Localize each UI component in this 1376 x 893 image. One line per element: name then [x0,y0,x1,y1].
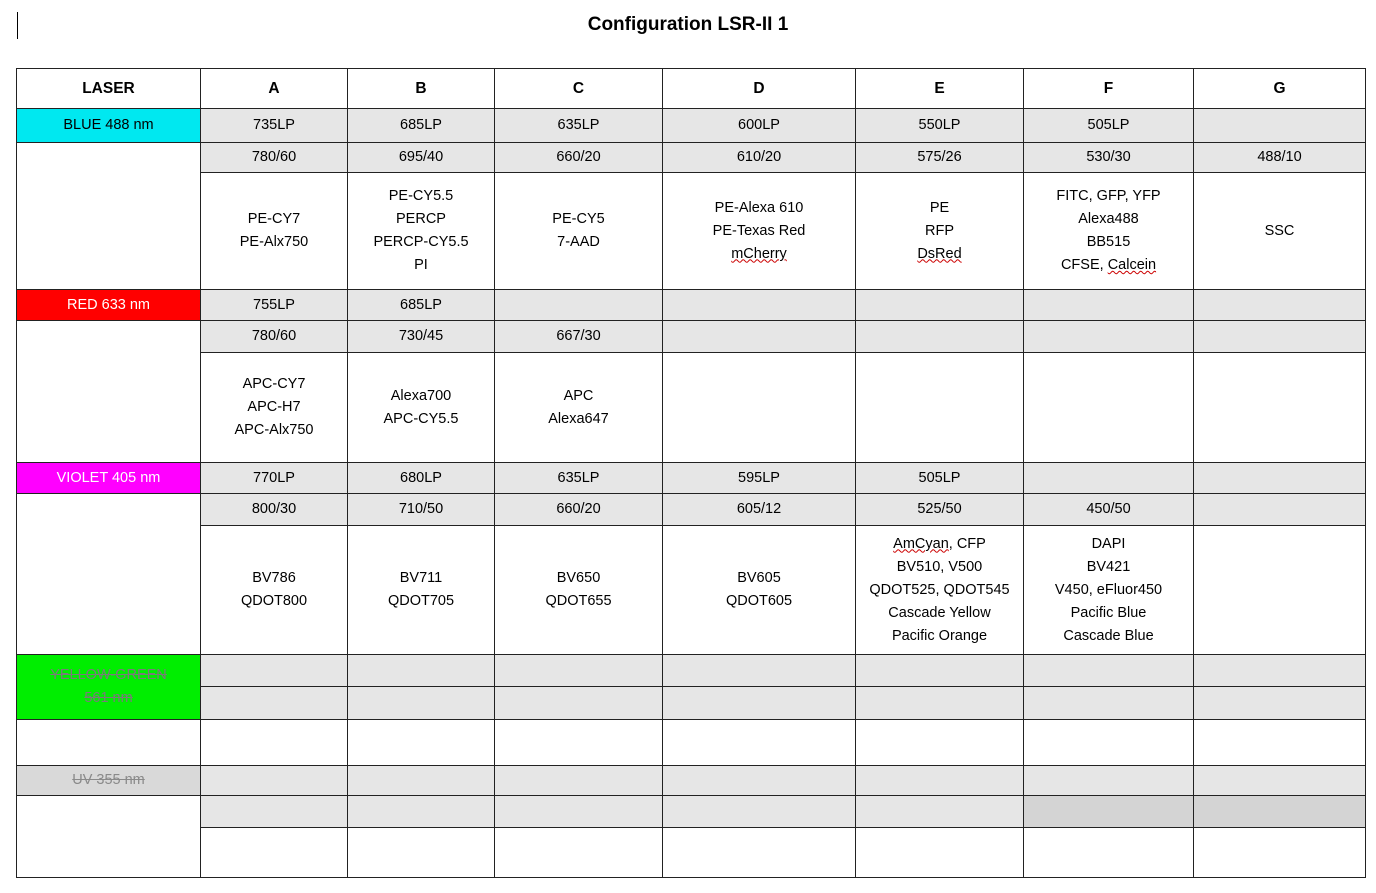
violet-bandpass-row [17,494,1366,526]
uv-lp-cell [348,766,495,796]
red-fluor-a [201,353,348,463]
violet-bp-e: 525/50 [856,494,1024,526]
fluorochrome-line: QDOT525, QDOT545 [869,581,1010,598]
uv-fluor-cell [348,828,495,878]
blue-lp-b: 685LP [348,109,495,143]
violet-lp-a: 770LP [201,463,348,494]
blue-bp-c: 660/20 [495,143,663,173]
fluorochrome-line: APC-Alx750 [234,422,314,438]
uv-fluor-cell [1194,828,1366,878]
uv-fluorochrome-row [17,828,1366,878]
yellow-green-longpass-row [17,655,1366,687]
header-a: A [201,69,348,109]
blue-fluor-b [348,173,495,290]
violet-fluorochrome-row [17,526,1366,655]
uv-lp-cell [201,766,348,796]
violet-fluor-d [663,526,856,655]
fluorochrome-line: PERCP [396,211,446,227]
uv-bp-cell [1194,796,1366,828]
uv-lp-cell [856,766,1024,796]
blue-fluor-a [201,173,348,290]
header-b: B [348,69,495,109]
red-bp-a: 780/60 [201,321,348,353]
uv-lp-cell [495,766,663,796]
violet-fluor-g [1194,526,1366,655]
fluorochrome-line: QDOT655 [545,593,612,609]
violet-lp-g [1194,463,1366,494]
uv-fluor-cell [1024,828,1194,878]
yellow-green-lp-cell [1024,655,1194,687]
blue-bp-f: 530/30 [1024,143,1194,173]
fluorochrome-line: PE-CY7 [247,211,301,227]
fluorochrome-line: V450, eFluor450 [1054,581,1163,598]
violet-fluor-b [348,526,495,655]
fluorochrome-line: APC-CY5.5 [383,410,459,427]
yellow-green-bp-cell [348,687,495,720]
yellow-green-bp-cell [856,687,1024,720]
red-lp-f [1024,290,1194,321]
fluorochrome-line: APC-CY7 [242,376,306,392]
yellow-green-lp-cell [663,655,856,687]
violet-fluor-c [495,526,663,655]
blue-bandpass-row [17,143,1366,173]
fluorochrome-line: Pacific Orange [891,627,988,644]
laser-label-uv: UV 355 nm [17,766,201,796]
fluorochrome-line: PERCP-CY5.5 [373,234,469,250]
header-d: D [663,69,856,109]
fluorochrome-line: BV786 [252,570,296,586]
red-bp-e [856,321,1024,353]
fluorochrome-line: PE-CY5.5 [388,188,454,204]
blue-fluor-f [1024,173,1194,290]
red-longpass-row [17,290,1366,321]
yellow-green-bp-cell [1194,687,1366,720]
blue-longpass-row [17,109,1366,143]
violet-bp-c: 660/20 [495,494,663,526]
violet-bp-a: 800/30 [201,494,348,526]
fluorochrome-line: Alexa700 [390,387,452,404]
uv-fluor-cell [201,828,348,878]
red-fluor-g [1194,353,1366,463]
blue-lp-f: 505LP [1024,109,1194,143]
laser-label-red: RED 633 nm [17,290,201,321]
fluorochrome-line: 7-AAD [557,234,600,250]
yellow-green-fluor-cell [856,720,1024,766]
laser-label-blank [17,143,201,290]
fluorochrome-line: BV421 [1086,558,1131,575]
violet-fluor-e [856,526,1024,655]
red-fluor-b [348,353,495,463]
yellow-green-fluor-cell [1024,720,1194,766]
violet-bp-g [1194,494,1366,526]
yellow-green-bandpass-row [17,687,1366,720]
uv-lp-cell [663,766,856,796]
red-lp-c [495,290,663,321]
yellow-green-fluor-cell [1194,720,1366,766]
red-lp-e [856,290,1024,321]
laser-label-blank [17,796,201,878]
fluorochrome-line: Alexa647 [548,410,609,427]
uv-longpass-row [17,766,1366,796]
document-title: Configuration LSR-II 1 [587,14,789,35]
uv-bp-cell [201,796,348,828]
fluorochrome-line: PE [929,199,950,216]
yellow-green-lp-cell [348,655,495,687]
laser-label-blank [17,494,201,655]
red-lp-d [663,290,856,321]
laser-label-blue: BLUE 488 nm [17,109,201,143]
fluorochrome-line: PE-Alexa 610 [714,199,804,216]
fluorochrome-line: FITC, GFP, YFP [1056,188,1161,204]
blue-bp-b: 695/40 [348,143,495,173]
fluorochrome-line: BV605 [737,570,781,586]
red-lp-a: 755LP [201,290,348,321]
violet-fluor-a [201,526,348,655]
blue-lp-a: 735LP [201,109,348,143]
fluorochrome-line: BV711 [399,570,443,586]
laser-configuration-table [16,68,1366,878]
blue-lp-d: 600LP [663,109,856,143]
uv-fluor-cell [663,828,856,878]
blue-fluor-g [1194,173,1366,290]
fluorochrome-line: APC [563,387,594,404]
violet-fluor-f [1024,526,1194,655]
fluorochrome-line: Cascade Yellow [888,604,991,621]
fluorochrome-line: PE-Alx750 [239,234,309,250]
header-e: E [856,69,1024,109]
red-bp-b: 730/45 [348,321,495,353]
red-fluorochrome-row [17,353,1366,463]
red-lp-b: 685LP [348,290,495,321]
blue-lp-e: 550LP [856,109,1024,143]
yellow-green-bp-cell [201,687,348,720]
uv-bp-cell [663,796,856,828]
violet-longpass-row [17,463,1366,494]
violet-lp-e: 505LP [856,463,1024,494]
blue-bp-e: 575/26 [856,143,1024,173]
fluorochrome-line: PI [414,257,428,273]
yellow-green-bp-cell [495,687,663,720]
yellow-green-label-line1: YELLOW-GREEN [50,667,167,683]
blue-bp-a: 780/60 [201,143,348,173]
fluorochrome-line: BB515 [1086,234,1131,250]
fluorochrome-line: QDOT605 [725,593,793,609]
laser-label-blank [17,321,201,463]
laser-label-blank [17,720,201,766]
fluorochrome-line: BV510, V500 [896,558,983,575]
uv-lp-cell [1194,766,1366,796]
blue-fluor-c [495,173,663,290]
fluorochrome-line: DAPI [1091,535,1126,552]
yellow-green-lp-cell [495,655,663,687]
yellow-green-lp-cell [856,655,1024,687]
violet-lp-b: 680LP [348,463,495,494]
laser-label-yellow-green [17,655,201,720]
uv-bandpass-row [17,796,1366,828]
yellow-green-lp-cell [1194,655,1366,687]
violet-bp-f: 450/50 [1024,494,1194,526]
yellow-green-bp-cell [663,687,856,720]
violet-lp-c: 635LP [495,463,663,494]
yellow-green-label-line2: 561 nm [84,690,133,706]
fluorochrome-line: APC-H7 [247,399,301,415]
fluorochrome-line: Cascade Blue [1063,627,1154,644]
fluorochrome-line: mCherry [731,245,787,262]
uv-fluor-cell [495,828,663,878]
header-row [17,69,1366,109]
header-laser: LASER [17,69,201,109]
yellow-green-fluor-cell [201,720,348,766]
blue-fluor-e [856,173,1024,290]
fluorochrome-line: CFSE, Calcein [1060,257,1157,273]
fluorochrome-line: QDOT800 [240,593,308,609]
fluorochrome-line: Alexa488 [1078,211,1139,227]
fluorochrome-line: SSC [1264,222,1295,239]
fluorochrome-line: DsRed [917,245,962,262]
yellow-green-fluor-cell [348,720,495,766]
blue-bp-g: 488/10 [1194,143,1366,173]
red-bp-c: 667/30 [495,321,663,353]
header-c: C [495,69,663,109]
header-f: F [1024,69,1194,109]
uv-lp-cell [1024,766,1194,796]
red-fluor-f [1024,353,1194,463]
uv-bp-cell [495,796,663,828]
uv-fluor-cell [856,828,1024,878]
yellow-green-lp-cell [201,655,348,687]
red-bp-f [1024,321,1194,353]
fluorochrome-line: BV650 [556,570,601,586]
fluorochrome-line: RFP [925,222,954,239]
uv-bp-cell [348,796,495,828]
red-bp-d [663,321,856,353]
fluorochrome-line: AmCyan, CFP [893,535,986,552]
blue-fluorochrome-row [17,173,1366,290]
yellow-green-fluor-cell [495,720,663,766]
fluorochrome-line: PE-CY5 [552,211,605,227]
red-bandpass-row [17,321,1366,353]
red-lp-g [1194,290,1366,321]
red-fluor-d [663,353,856,463]
blue-bp-d: 610/20 [663,143,856,173]
blue-lp-g [1194,109,1366,143]
blue-lp-c: 635LP [495,109,663,143]
violet-lp-d: 595LP [663,463,856,494]
fluorochrome-line: Pacific Blue [1070,604,1147,621]
uv-bp-cell [856,796,1024,828]
blue-fluor-d [663,173,856,290]
red-bp-g [1194,321,1366,353]
header-g: G [1194,69,1366,109]
violet-lp-f [1024,463,1194,494]
violet-bp-d: 605/12 [663,494,856,526]
laser-label-violet: VIOLET 405 nm [17,463,201,494]
yellow-green-bp-cell [1024,687,1194,720]
yellow-green-fluor-cell [663,720,856,766]
red-fluor-c [495,353,663,463]
violet-bp-b: 710/50 [348,494,495,526]
uv-bp-cell [1024,796,1194,828]
fluorochrome-line: PE-Texas Red [712,222,806,239]
yellow-green-fluorochrome-row [17,720,1366,766]
red-fluor-e [856,353,1024,463]
fluorochrome-line: QDOT705 [387,593,455,609]
